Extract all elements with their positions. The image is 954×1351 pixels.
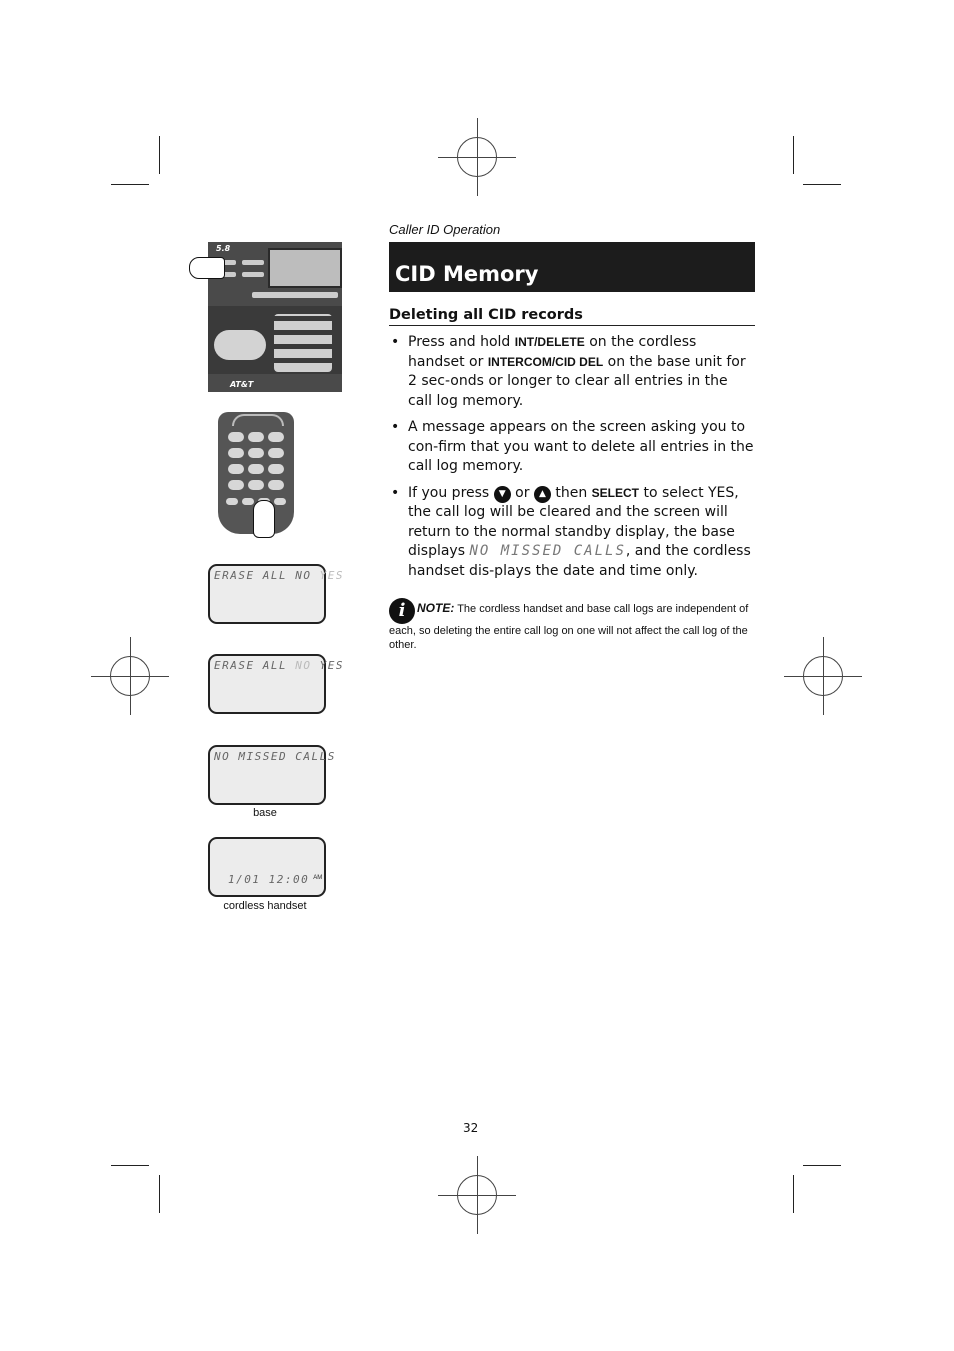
handset-top-arc — [232, 414, 284, 426]
list-item: • If you press ▼ or ▲ then SELECT to select YES, the call log will be cleared and the screen will return to the normal standby display, the base displays NO MISSED CALLS, and the cordless handset dis-plays the date and time only. — [391, 484, 751, 579]
base-keypad — [274, 314, 332, 372]
down-arrow-icon: ▼ — [494, 486, 511, 503]
key-select: SELECT — [591, 485, 639, 500]
title-bar — [389, 242, 755, 292]
crop-mark — [793, 1175, 794, 1213]
play-button — [214, 330, 266, 360]
registration-mark — [803, 656, 843, 696]
base-brand-band: 5.8 — [216, 244, 231, 253]
handset-key — [268, 464, 284, 474]
handset-key — [226, 498, 238, 505]
registration-mark — [457, 1175, 497, 1215]
lcd-screen-base: NO MISSED CALLS — [208, 745, 326, 805]
crop-mark — [803, 184, 841, 185]
base-brand: AT&T — [230, 380, 254, 389]
handset-key — [268, 480, 284, 490]
crop-mark — [159, 136, 160, 174]
lcd-screen-erase-no: ERASE ALL NO YES — [208, 564, 326, 624]
crop-mark — [111, 1165, 149, 1166]
handset-key — [248, 464, 264, 474]
handset-key — [228, 480, 244, 490]
handset-key — [274, 498, 286, 505]
registration-mark — [110, 656, 150, 696]
subheading: Deleting all CID records — [389, 307, 755, 326]
handset-key — [228, 432, 244, 442]
lcd-inline-text: NO MISSED CALLS — [469, 543, 626, 559]
bullet-dot-icon: • — [391, 484, 400, 501]
note-label: NOTE: — [417, 601, 455, 615]
handset-key — [248, 432, 264, 442]
base-button — [242, 260, 264, 265]
handset-key — [228, 448, 244, 458]
lcd-screen-handset: 1/01 12:00 $^{AM}$ — [208, 837, 326, 897]
handset-key — [248, 448, 264, 458]
key-intercom-cid-del: INTERCOM/CID DEL — [487, 354, 604, 369]
key-int-delete: INT/DELETE — [514, 335, 585, 349]
crop-mark — [111, 184, 149, 185]
crop-mark — [803, 1165, 841, 1166]
instruction-list — [389, 333, 755, 588]
note-text: The cordless handset and base call logs are independent of each, so deleting the entire call log on one will not affect the call log of the other. — [389, 603, 749, 651]
page-number: 32 — [463, 1121, 479, 1135]
lcd-screen-erase-yes: ERASE ALL NO YES — [208, 654, 326, 714]
handset-key — [242, 498, 254, 505]
base-unit-illustration — [208, 242, 342, 392]
handset-key — [268, 448, 284, 458]
bullet-dot-icon: • — [391, 334, 400, 350]
crop-mark — [159, 1175, 160, 1213]
base-display — [268, 248, 342, 288]
registration-mark — [457, 137, 497, 177]
base-button — [242, 272, 264, 277]
handset-key — [268, 432, 284, 442]
base-button-row — [252, 292, 338, 298]
list-item: • Press and hold INT/DELETE on the cordless handset or INTERCOM/CID DEL on the base unit for 2 sec-onds or longer to clear all entries in the call log memory. — [391, 334, 746, 409]
list-item: • A message appears on the screen asking you to con-firm that you want to delete all entries in the call log memory. — [391, 419, 754, 474]
handset-key — [228, 464, 244, 474]
pointing-hand-icon — [253, 500, 275, 538]
caption-cordless-handset: cordless handset — [223, 900, 307, 912]
handset-key — [248, 480, 264, 490]
pointing-hand-icon — [189, 257, 225, 279]
up-arrow-icon: ▲ — [534, 486, 551, 503]
bullet-dot-icon: • — [391, 419, 400, 435]
crop-mark — [793, 136, 794, 174]
page-title: CID Memory — [395, 262, 539, 286]
info-icon: i — [389, 598, 415, 624]
caption-base: base — [253, 807, 277, 819]
section-label: Caller ID Operation — [389, 222, 501, 237]
note-block — [389, 598, 755, 652]
